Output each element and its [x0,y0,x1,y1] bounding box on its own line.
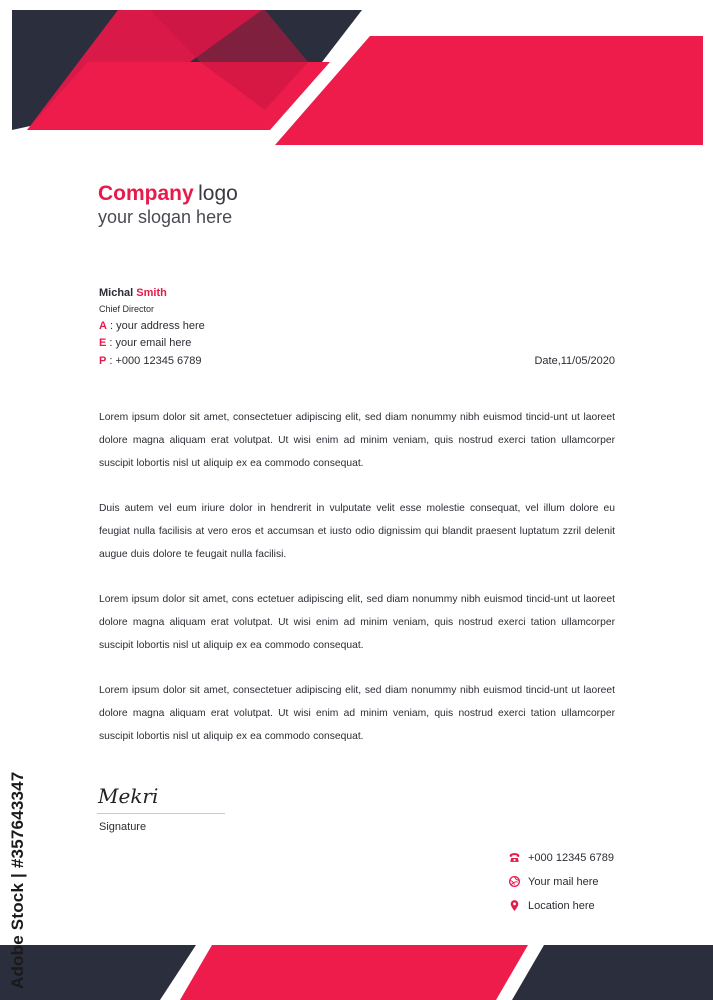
phone-icon [508,851,521,864]
body-paragraph-4: Lorem ipsum dolor sit amet, consectetuer adipiscing elit, sed diam nonummy nibh euismod tincid-unt ut laoreet dolore magna aliquam erat volutpat. Ut wisi enim ad minim veniam, quis nostrud exerci tation ullamcorper suscipit lobortis nisl ut aliquip ex ea commodo consequat. [99,685,615,742]
sender-phone [99,355,201,367]
signature-line [97,813,225,814]
header-right-bar [275,36,703,145]
body-paragraph-1: Lorem ipsum dolor sit amet, consectetuer adipiscing elit, sed diam nonummy nibh euismod tincid-unt ut laoreet dolore magna aliquam erat volutpat. Ut wisi enim ad minim veniam, quis nostrud exerci tation ullamcorper suscipit lobortis nisl ut aliquip ex ea commodo consequat. [99,412,615,469]
sender-name [99,287,167,299]
stock-stamp: Adobe Stock | #357643347 [8,771,27,989]
footer-mail [508,875,599,888]
phone-value: : +000 12345 6789 [106,355,202,367]
email-value: : your email here [106,337,192,349]
body-paragraph-3: Lorem ipsum dolor sit amet, cons ectetuer adipiscing elit, sed diam nonummy nibh euismod tincid-unt ut laoreet dolore magna aliquam erat volutpat. Ut wisi enim ad minim veniam, quis nostrud exerci tation ullamcorper suscipit lobortis nisl ut aliquip ex ea commodo consequat. [99,594,615,651]
letter-body [99,406,615,770]
phone-key: P [99,355,107,367]
signature-script: Mekri [98,784,159,808]
logo-slogan: your slogan here [98,207,233,227]
email-key: E [99,337,107,349]
footer-phone [508,851,614,864]
footer-location [508,899,595,912]
sender-email [99,337,191,349]
globe-mail-icon [508,875,521,888]
logo-company-text: Company [98,182,194,205]
address-key: A [99,320,107,332]
location-pin-icon [508,899,521,912]
letter-date: Date,11/05/2020 [534,355,615,367]
header-decoration [0,0,713,150]
footer-accent-middle [180,945,528,1000]
company-logo [98,183,238,204]
footer-mail-text: Your mail here [528,875,599,888]
sender-last-name: Smith [136,287,167,299]
logo-word-text: logo [198,182,238,205]
signature-label: Signature [99,821,147,833]
address-value: : your address here [106,320,205,332]
sender-title: Chief Director [99,304,155,314]
sender-address [99,320,205,332]
footer-dark-right [512,945,713,1000]
footer-decoration [0,940,713,1000]
footer-location-text: Location here [528,899,595,912]
footer-phone-text: +000 12345 6789 [528,851,614,864]
sender-first-name: Michal [99,287,134,299]
body-paragraph-2: Duis autem vel eum iriure dolor in hendrerit in vulputate velit esse molestie consequat, vel illum dolore eu feugiat nulla facilisis at vero eros et accumsan et iusto odio dignissim qui blandit praesent luptatum zzril delenit augue duis dolore te feugait nulla facilisi. [99,503,615,560]
